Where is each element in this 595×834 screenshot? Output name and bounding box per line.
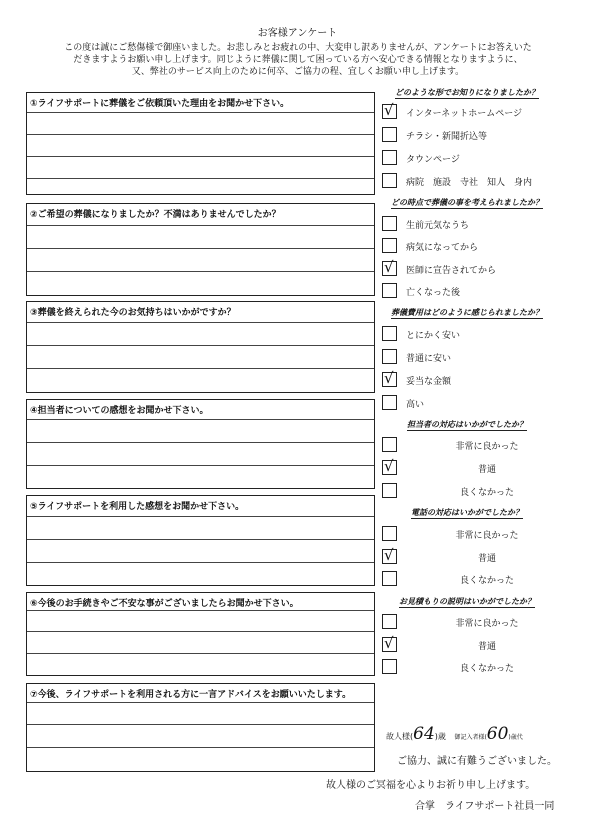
answer-line — [27, 419, 374, 420]
deceased-age-label: 故人様( — [386, 732, 414, 741]
answer-line[interactable] — [27, 134, 374, 135]
checkbox[interactable] — [382, 349, 397, 364]
checkbox[interactable] — [382, 150, 397, 165]
check-mark-icon: √ — [384, 457, 394, 475]
answer-line — [27, 610, 374, 611]
option-label: 非常に良かった — [455, 531, 519, 541]
option-townpage[interactable] — [382, 150, 562, 167]
answer-line[interactable] — [27, 653, 374, 654]
answer-line[interactable] — [27, 539, 374, 540]
option-estimate-very-good[interactable] — [382, 614, 562, 631]
question-box-6 — [26, 592, 375, 676]
option-very-cheap[interactable] — [382, 326, 562, 343]
option-expensive[interactable] — [382, 395, 562, 412]
option-label: 普通 — [477, 642, 496, 652]
answer-line[interactable] — [27, 631, 374, 632]
question-title-6: ⑥今後のお手続きやご不安な事がございましたらお聞かせ下さい。 — [30, 599, 299, 609]
option-label: チラシ・新聞折込等 — [406, 132, 488, 142]
option-label: 非常に良かった — [455, 442, 519, 452]
option-label: とにかく安い — [406, 331, 461, 341]
option-staff-normal[interactable] — [382, 457, 562, 477]
option-label: 普通に安い — [406, 354, 452, 364]
answer-line[interactable] — [27, 562, 374, 563]
intro-line: 又、弊社のサービス向上のために何卒、ご協力の程、宜しくお願い申し上げます。 — [131, 67, 465, 77]
checkbox[interactable] — [382, 326, 397, 341]
answer-line[interactable] — [27, 248, 374, 249]
section-heading-phone: 電話の対応はいかがでしたか？ — [411, 508, 523, 517]
section-heading-timing: どの時点で葬儀の事を考えられましたか？ — [391, 198, 543, 207]
answer-line — [27, 225, 374, 226]
question-title-4: ④担当者についての感想をお聞かせ下さい。 — [30, 406, 209, 416]
option-estimate-bad[interactable] — [382, 659, 562, 676]
option-phone-normal[interactable] — [382, 546, 562, 566]
option-label: 良くなかった — [459, 488, 514, 498]
intro-line: だきますようお願い申し上げます。同じように葬儀に関して困っている方へ安心できる情報となりますように、 — [73, 55, 523, 65]
answer-line — [27, 702, 374, 703]
question-box-1 — [26, 92, 375, 195]
option-label: 生前元気なうち — [406, 221, 470, 231]
option-healthy[interactable] — [382, 216, 562, 233]
section-heading-estimate: お見積もりの説明はいかがでしたか？ — [399, 597, 535, 606]
answer-line[interactable] — [27, 345, 374, 346]
checkbox[interactable] — [382, 173, 397, 188]
intro-line: この度は誠にご愁傷様で御座いました。お悲しみとお疲れの中、大変申し訳ありませんが、アンケートにお答えいた — [64, 43, 532, 53]
answer-line[interactable] — [27, 271, 374, 272]
option-reasonable[interactable] — [382, 369, 562, 389]
answer-line[interactable] — [27, 178, 374, 179]
option-phone-bad[interactable] — [382, 571, 562, 588]
checkbox[interactable] — [382, 258, 397, 276]
checkbox[interactable] — [382, 369, 397, 387]
age-line — [386, 724, 523, 744]
checkbox[interactable] — [382, 216, 397, 231]
option-label: タウンページ — [406, 155, 460, 165]
section-heading-source: どのような形でお知りになりましたか？ — [395, 88, 539, 97]
question-title-3: ③葬儀を終えられた今のお気持ちはいかがですか？ — [30, 308, 236, 318]
checkbox[interactable] — [382, 127, 397, 142]
closing-thanks: ご協力、誠に有難うございました。 — [397, 756, 557, 767]
option-label: 亡くなった後 — [406, 288, 461, 298]
closing-condolence: 故人様のご冥福を心よりお祈り申し上げます。 — [326, 780, 536, 791]
option-label: 高い — [406, 400, 425, 410]
option-label: インターネットホームページ — [406, 109, 523, 119]
option-phone-very-good[interactable] — [382, 526, 562, 543]
intro-text — [22, 42, 574, 78]
option-label: 妥当な金額 — [406, 377, 452, 387]
option-label: 普通 — [477, 554, 496, 564]
closing-signature: 合掌 ライフサポート社員一同 — [415, 801, 555, 812]
section-heading-staff: 担当者の対応はいかがでしたか？ — [407, 420, 527, 429]
answer-line[interactable] — [27, 156, 374, 157]
check-mark-icon: √ — [384, 369, 394, 387]
option-flyer[interactable] — [382, 127, 562, 144]
option-hospital[interactable] — [382, 173, 562, 190]
option-estimate-normal[interactable] — [382, 634, 562, 654]
check-mark-icon: √ — [384, 634, 394, 652]
applicant-age-value[interactable]: 60 — [486, 724, 509, 744]
answer-line — [27, 516, 374, 517]
option-internet[interactable] — [382, 101, 562, 121]
applicant-age-label: 御記入者様( — [454, 734, 487, 741]
option-label: 普通 — [477, 465, 496, 475]
option-label: 医師に宣告されてから — [406, 266, 497, 276]
answer-line[interactable] — [27, 724, 374, 725]
answer-line[interactable] — [27, 465, 374, 466]
survey-title: お客様アンケート — [257, 28, 338, 39]
applicant-age-suffix: )歳代 — [508, 734, 523, 741]
checkbox[interactable] — [382, 101, 397, 119]
answer-line — [27, 322, 374, 323]
option-label: 非常に良かった — [455, 619, 519, 629]
deceased-age-suffix: )歳 — [434, 732, 446, 741]
option-label: 良くなかった — [459, 576, 514, 586]
option-label: 病気になってから — [406, 243, 479, 253]
question-title-7: ⑦今後、ライフサポートを利用される方に一言アドバイスをお願いいたします。 — [30, 690, 352, 700]
option-cheap[interactable] — [382, 349, 562, 366]
check-mark-icon: √ — [384, 101, 394, 119]
deceased-age-value[interactable]: 64 — [413, 724, 435, 744]
option-staff-bad[interactable] — [382, 483, 562, 500]
answer-line — [27, 112, 374, 113]
answer-line[interactable] — [27, 747, 374, 748]
question-title-1: ①ライフサポートに葬儀をご依頼頂いた理由をお聞かせ下さい。 — [30, 99, 290, 109]
question-title-5: ⑤ライフサポートを利用した感想をお聞かせ下さい。 — [30, 502, 245, 512]
checkbox[interactable] — [382, 283, 397, 298]
check-mark-icon: √ — [384, 258, 394, 276]
option-declared[interactable] — [382, 258, 562, 278]
option-staff-very-good[interactable] — [382, 437, 562, 454]
question-box-5 — [26, 495, 375, 586]
option-after-death[interactable] — [382, 283, 562, 300]
question-box-4 — [26, 399, 375, 489]
question-title-2: ②ご希望の葬儀になりましたか？不満はありませんでしたか？ — [30, 210, 281, 220]
question-box-2 — [26, 203, 375, 296]
option-label: 良くなかった — [459, 664, 514, 674]
answer-line[interactable] — [27, 442, 374, 443]
question-box-7 — [26, 683, 375, 772]
section-heading-cost: 葬儀費用はどのように感じられましたか？ — [391, 308, 543, 317]
option-label: 病院 施設 寺社 知人 身内 — [406, 178, 533, 188]
check-mark-icon: √ — [384, 546, 394, 564]
checkbox[interactable] — [382, 395, 397, 410]
option-illness[interactable] — [382, 238, 562, 255]
answer-line[interactable] — [27, 368, 374, 369]
question-box-3 — [26, 301, 375, 393]
checkbox[interactable] — [382, 238, 397, 253]
